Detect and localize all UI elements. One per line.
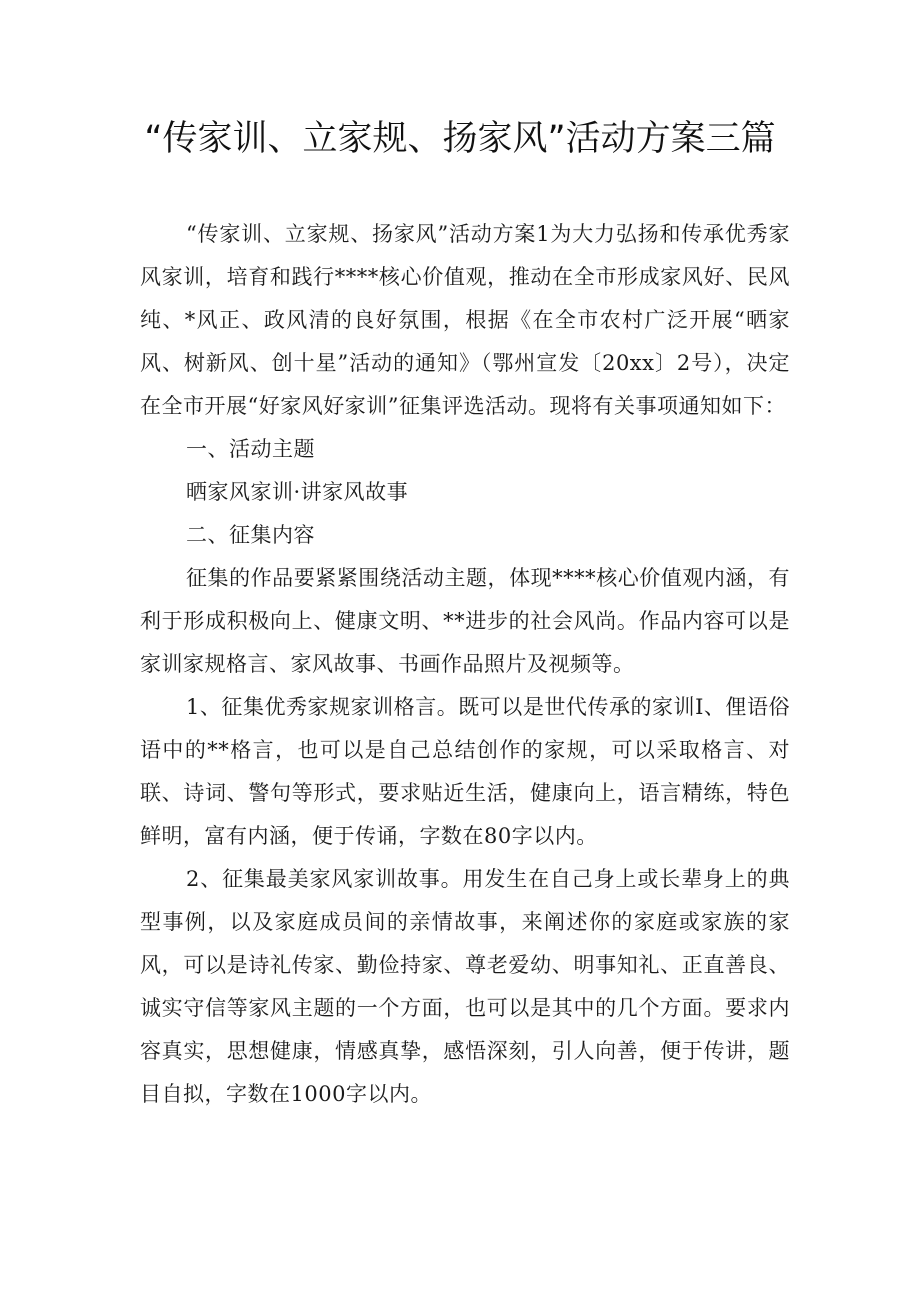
item-paragraph-1: 1、征集优秀家规家训格言。既可以是世代传承的家训I、俚语俗语中的**格言，也可以是自己总结创作的家规，可以采取格言、对联、诗词、警句等形式，要求贴近生活，健康向上，语言精练，特色鲜明，富有内涵，便于传诵，字数在80字以内。 <box>140 695 790 848</box>
item-paragraph-2: 2、征集最美家风家训故事。用发生在自己身上或长辈身上的典型事例，以及家庭成员间的亲情故事，来阐述你的家庭或家族的家风，可以是诗礼传家、勤俭持家、尊老爱幼、明事知礼、正直善良、诚实守信等家风主题的一个方面，也可以是其中的几个方面。要求内容真实，思想健康，情感真挚，感悟深刻，引人向善，便于传讲，题目自拟，字数在1000字以内。 <box>140 867 790 1106</box>
section-heading-content: 二、征集内容 <box>186 523 315 547</box>
document-title: “传家训、立家规、扬家风”活动方案三篇 <box>144 119 776 159</box>
intro-paragraph: “传家训、立家规、扬家风”活动方案1为大力弘扬和传承优秀家风家训，培育和践行****核心价值观，推动在全市形成家风好、民风纯、*风正、政风清的良好氛围，根据《在全市农村广泛开展“晒家风、树新风、创十星”活动的通知》（鄂州宣发〔20xx〕2号），决定在全市开展“好家风好家训”征集评选活动。现将有关事项通知如下： <box>140 222 790 418</box>
activity-theme-text: 晒家风家训·讲家风故事 <box>186 480 409 504</box>
section-heading-theme: 一、活动主题 <box>186 437 315 461</box>
document-body <box>140 213 790 1116</box>
content-paragraph: 征集的作品要紧紧围绕活动主题，体现****核心价值观内涵，有利于形成积极向上、健康文明、**进步的社会风尚。作品内容可以是家训家规格言、家风故事、书画作品照片及视频等。 <box>140 566 790 676</box>
